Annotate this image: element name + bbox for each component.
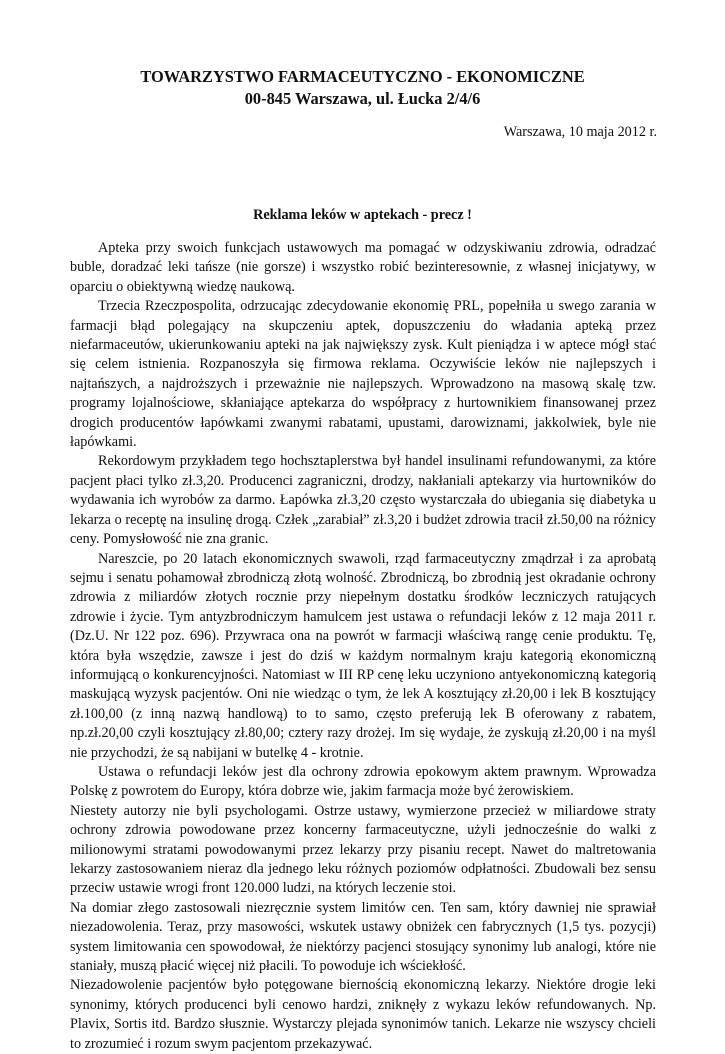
letter-body (70, 239, 656, 1054)
organization-address: 00-845 Warszawa, ul. Łucka 2/4/6 (244, 89, 481, 108)
paragraph: Trzecia Rzeczpospolita, odrzucając zdecydowanie ekonomię PRL, popełniła u swego zarania w farmacji błąd polegający na skupczeniu aptek, dopuszczeniu do władania apteką przez niefarmaceutów, ukierunkowaniu apteki na jak największy zysk. Kult pieniądza i w aptece mógł stać się celem istnienia. Rozpanoszyła się firmowa reklama. Oczywiście leków nie najlepszych i najtańszych, a najdroższych i przeważnie nie najlepszych. Wprowadzono na masową skalę tzw. programy lojalnościowe, skłaniające aptekarza do współpracy z hurtownikiem finansowanej przez drogich producentów łapówkami zwanymi rabatami, upustami, darowiznami, jakkolwiek, byle nie łapówkami. (70, 298, 656, 451)
paragraph: Na domiar złego zastosowali niezręcznie system limitów cen. Ten sam, który dawniej nie sprawiał niezadowolenia. Teraz, przy masowości, wskutek ustawy obniżek cen fabrycznych (1,5 tys. pozycji) system limitowania cen spowodował, że niektórzy pacjenci stosujący synonimy lub analogi, które nie staniały, muszą płacić więcej niż płacili. To powoduje ich wściekłość. (70, 899, 656, 975)
paragraph: Rekordowym przykładem tego hochsztaplerstwa był handel insulinami refundowanymi, za które pacjent płaci tylko zł.3,20. Producenci zagraniczni, drodzy, nakłaniali aptekarzy via hurtowników do wydawania ich wyrobów za darmo. Łapówka zł.3,20 często wystarczała do ubiegania się diabetyka u lekarza o receptę na insulinę drogą. Człek „zarabiał” zł.3,20 i budżet zdrowia tracił zł.50,00 na różnicy ceny. Pomysłowość nie zna granic. (70, 453, 656, 548)
letter-title: Reklama leków w aptekach - precz ! (253, 207, 472, 223)
paragraph: Niezadowolenie pacjentów było potęgowane biernością ekonomiczną lekarzy. Niektóre drogie leki synonimy, których producenci byli cenowo hardzi, zniknęły z wykazu leków refundowanych. Np. Plavix, Sortis itd. Bardzo słusznie. Wystarczy plejada synonimów tanich. Lekarze nie wszyscy chcieli to zrozumieć i rozum swym pacjentom przekazywać. (70, 977, 656, 1052)
letterhead (0, 66, 725, 110)
letter-date: Warszawa, 10 maja 2012 r. (503, 124, 657, 140)
paragraph: Ustawa o refundacji leków jest dla ochrony zdrowia epokowym aktem prawnym. Wprowadza Polskę z powrotem do Europy, która dobrze wie, jakim farmacja może być żerowiskiem. (70, 763, 656, 800)
organization-name: TOWARZYSTWO FARMACEUTYCZNO - EKONOMICZNE (140, 67, 585, 86)
paragraph: Niestety autorzy nie byli psychologami. Ostrze ustawy, wymierzone przecież w miliardowe straty ochrony zdrowia powodowane przez koncerny farmaceutyczne, użyli jednocześnie do walki z milionowymi stratami powodowanymi przez lekarzy przy pisaniu recept. Nawet do maltretowania lekarzy zastosowaniem nieraz dla jednego leku różnych poziomów odpłatności. Zbudowali bez sensu przeciw ustawie wrogi front 120.000 ludzi, na których leczenie stoi. (70, 802, 656, 897)
paragraph: Nareszcie, po 20 latach ekonomicznych swawoli, rząd farmaceutyczny zmądrzał i za aprobatą sejmu i senatu pohamował zbrodniczą złotą wolność. Zbrodniczą, bo zbrodnią jest okradanie ochrony zdrowia z miliardów złotych rocznie przy niepełnym dostatku środków leczniczych ratujących zdrowie i życie. Tym antyzbrodniczym hamulcem jest ustawa o refundacji leków z 12 maja 2011 r. (Dz.U. Nr 122 poz. 696). Przywraca ona na powrót w farmacji właściwą rangę cenie produktu. Tę, która była wszędzie, zawsze i jest do dziś w każdym normalnym kraju kategorią ekonomiczną informującą o konkurencyjności. Natomiast w III RP cenę leku uczyniono antyekonomiczną kategorią maskującą wyzysk pacjentów. Oni nie wiedząc o tym, że lek A kosztujący zł.20,00 i lek B kosztujący zł.100,00 (z inną nazwą handlową) to to samo, często preferują lek B oferowany z rabatem, np.zł.20,00 czyli kosztujący zł.80,00; cztery razy drożej. Im się wydaje, że zyskują zł.20,00 i na myśl nie przychodzi, że są nabijani w butelkę 4 - krotnie. (70, 550, 656, 761)
paragraph: Apteka przy swoich funkcjach ustawowych ma pomagać w odzyskiwaniu zdrowia, odradzać buble, doradzać leki tańsze (nie gorsze) i wszystko robić bezinteresownie, z własnej inicjatywy, w oparciu o obiektywną wiedzę naukową. (70, 240, 656, 295)
